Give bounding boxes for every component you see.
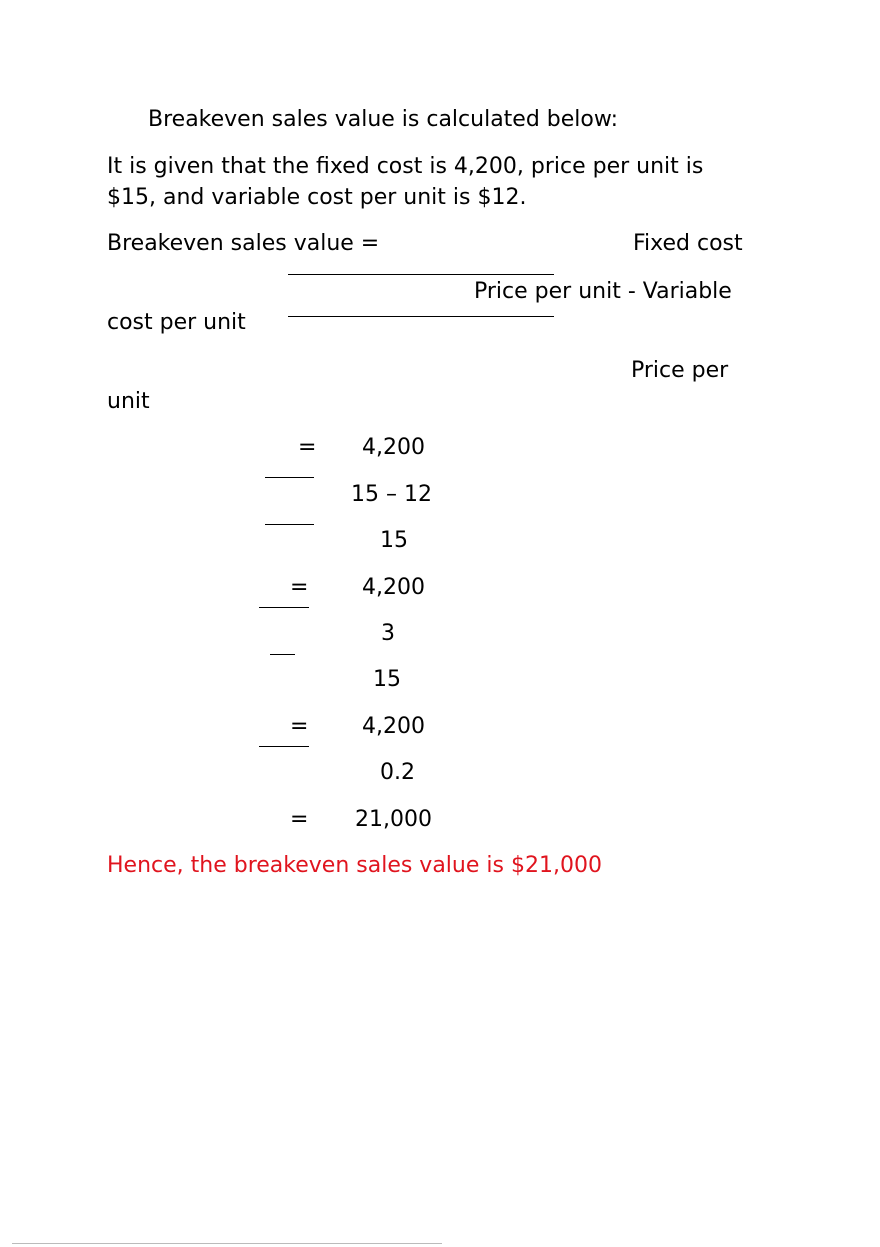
intro-text: Breakeven sales value is calculated below: [148,107,619,132]
step1-equals: = [298,435,317,460]
step1-numerator: 4,200 [362,435,425,460]
given-text-line1: It is given that the fixed cost is 4,200, price per unit is [107,154,704,179]
step3-denominator: 0.2 [380,760,415,785]
formula-numerator: Fixed cost [633,231,743,256]
step2-equals: = [290,575,309,600]
formula-label: Breakeven sales value = [107,231,380,256]
footer-rule [12,1243,442,1244]
step3-numerator: 4,200 [362,714,425,739]
step3-equals: = [290,714,309,739]
step1-bottom: 15 [380,528,408,553]
step1-bar-bottom [265,524,314,525]
step2-numerator: 4,200 [362,575,425,600]
step2-mid: 3 [381,621,395,646]
step4-result: 21,000 [355,807,432,832]
formula-denominator-a: Price per unit - Variable [474,279,732,304]
step3-bar [259,746,309,747]
step2-bar-top [259,607,309,608]
step2-bar-bottom [270,654,295,655]
step1-mid: 15 – 12 [351,482,432,507]
formula-denominator-d: unit [107,389,150,414]
fraction-bar-main [288,274,554,275]
formula-denominator-c: Price per [631,358,729,383]
given-text-line2: $15, and variable cost per unit is $12. [107,185,527,210]
step2-bottom: 15 [373,667,401,692]
formula-denominator-b: cost per unit [107,310,246,335]
step4-equals: = [290,807,309,832]
conclusion-text: Hence, the breakeven sales value is $21,000 [107,853,602,878]
fraction-bar-inner [288,316,554,317]
step1-bar-top [265,477,314,478]
